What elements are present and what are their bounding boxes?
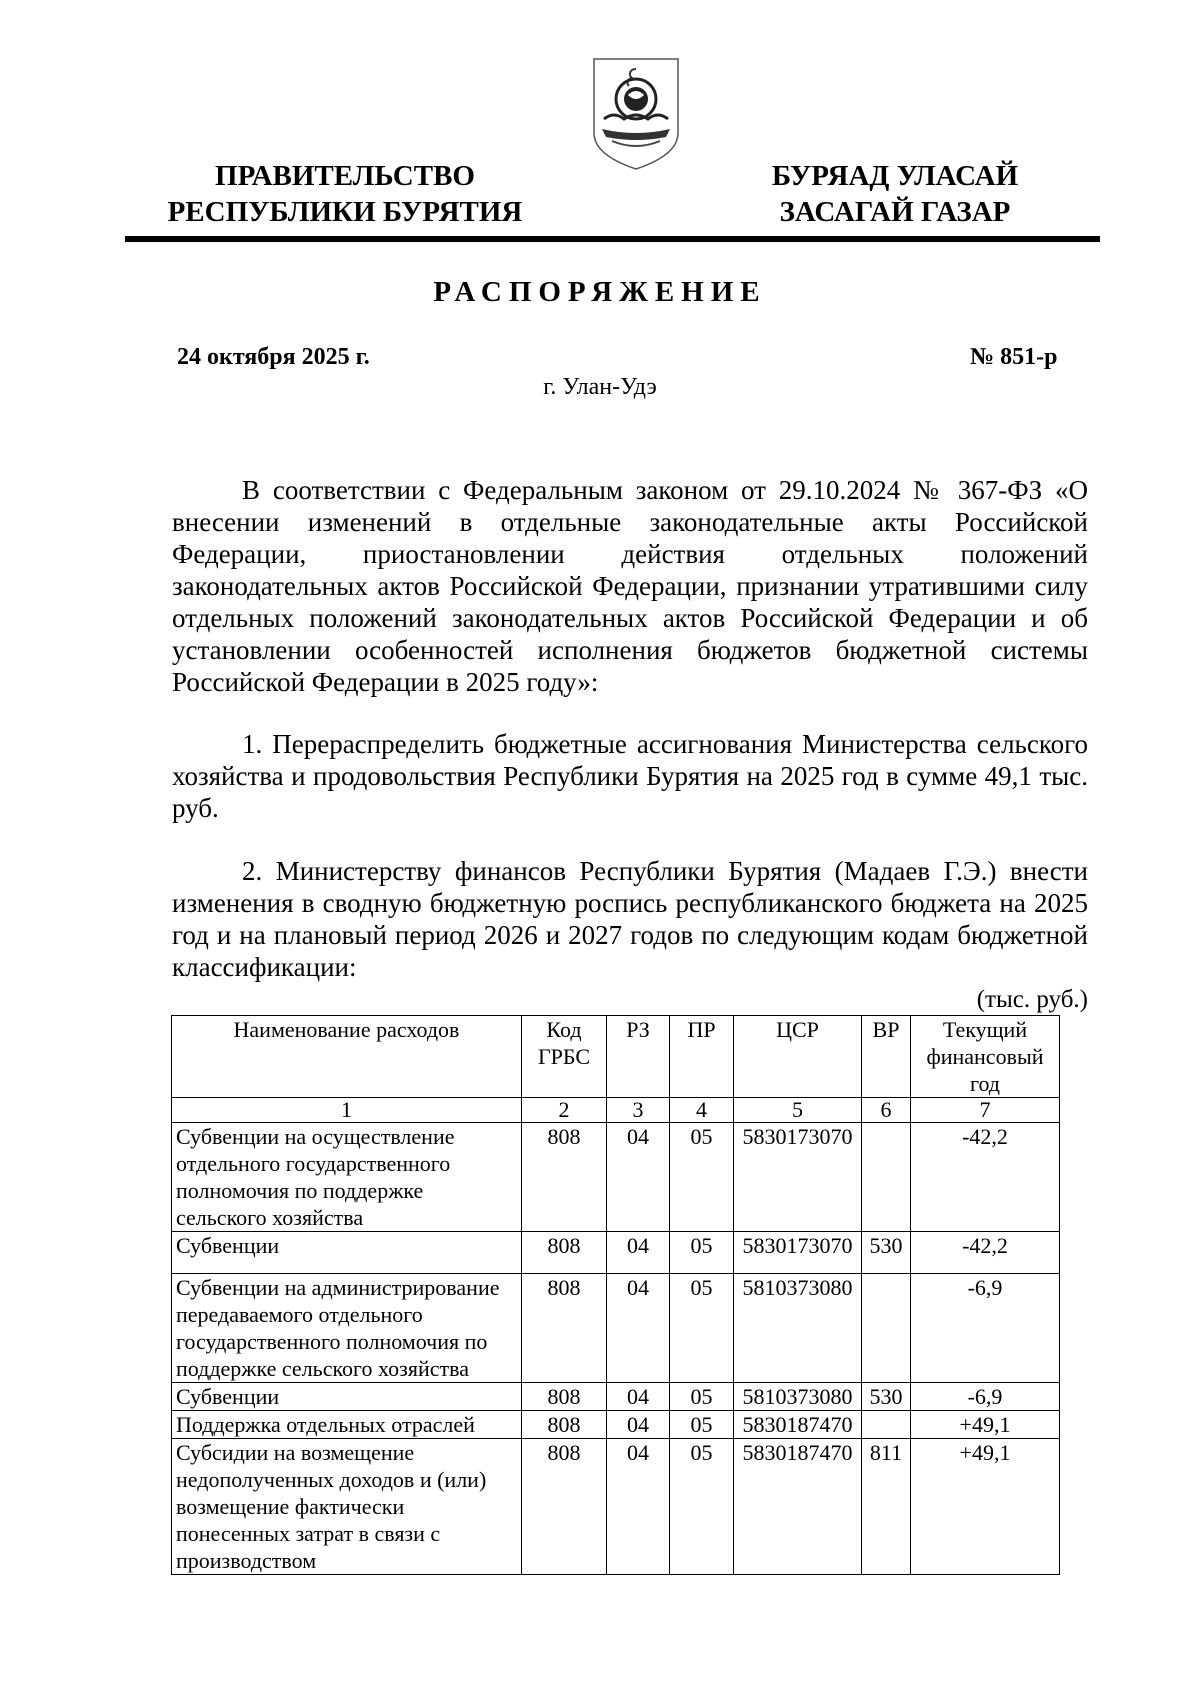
row-name: Субвенции xyxy=(172,1232,522,1274)
row-name: Поддержка отдельных отраслей xyxy=(172,1411,522,1439)
row-grbs: 808 xyxy=(522,1439,607,1575)
row-rz: 04 xyxy=(607,1411,670,1439)
row-name: Субсидии на возмещение недополученных доходов и (или) возмещение фактически понесенных затрат в связи с производством xyxy=(172,1439,522,1575)
header-pr: ПР xyxy=(670,1016,734,1098)
coat-of-arms-icon xyxy=(590,55,682,173)
header-name: Наименование расходов xyxy=(172,1016,522,1098)
row-amount: +49,1 xyxy=(911,1411,1060,1439)
table-row xyxy=(172,1411,1060,1439)
row-csr: 5830173070 xyxy=(734,1123,862,1232)
row-name: Субвенции xyxy=(172,1383,522,1411)
table-row xyxy=(172,1232,1060,1274)
org-name-russian xyxy=(160,158,530,230)
row-grbs: 808 xyxy=(522,1274,607,1383)
row-rz: 04 xyxy=(607,1232,670,1274)
row-grbs: 808 xyxy=(522,1232,607,1274)
row-csr: 5830187470 xyxy=(734,1439,862,1575)
header-csr: ЦСР xyxy=(734,1016,862,1098)
org-right-line2: ЗАСАГАЙ ГАЗАР xyxy=(779,196,1011,228)
row-grbs: 808 xyxy=(522,1383,607,1411)
col-number: 1 xyxy=(172,1098,522,1123)
header-divider xyxy=(125,236,1100,242)
row-amount: -6,9 xyxy=(911,1274,1060,1383)
row-amount: +49,1 xyxy=(911,1439,1060,1575)
row-rz: 04 xyxy=(607,1123,670,1232)
table-row xyxy=(172,1123,1060,1232)
document-title: РАСПОРЯЖЕНИЕ xyxy=(433,276,767,308)
row-vr xyxy=(862,1274,911,1383)
intro-paragraph: В соответствии с Федеральным законом от 29.10.2024 № 367-ФЗ «О внесении изменений в отдельные законодательные акты Российской Федерации, приостановлении действия отдельных положений законодательных актов Российской Федерации, признании утратившими силу отдельных положений законодательных актов Российской Федерации и об установлении особенностей исполнения бюджетов бюджетной системы Российской Федерации в 2025 году»: xyxy=(172,475,1088,697)
row-pr: 05 xyxy=(670,1383,734,1411)
row-rz: 04 xyxy=(607,1439,670,1575)
row-csr: 5810373080 xyxy=(734,1274,862,1383)
row-amount: -42,2 xyxy=(911,1123,1060,1232)
row-csr: 5830173070 xyxy=(734,1232,862,1274)
col-number: 3 xyxy=(607,1098,670,1123)
budget-table xyxy=(171,1015,1060,1575)
row-pr: 05 xyxy=(670,1274,734,1383)
row-csr: 5830187470 xyxy=(734,1411,862,1439)
row-pr: 05 xyxy=(670,1439,734,1575)
row-csr: 5810373080 xyxy=(734,1383,862,1411)
column-number-row xyxy=(172,1098,1060,1123)
row-vr: 811 xyxy=(862,1439,911,1575)
document-city: г. Улан-Удэ xyxy=(543,374,657,400)
table-header-row xyxy=(172,1016,1060,1098)
table-row xyxy=(172,1383,1060,1411)
org-left-line1: ПРАВИТЕЛЬСТВО xyxy=(215,160,475,192)
row-amount: -6,9 xyxy=(911,1383,1060,1411)
row-rz: 04 xyxy=(607,1383,670,1411)
org-left-line2: РЕСПУБЛИКИ БУРЯТИЯ xyxy=(167,196,523,228)
row-vr xyxy=(862,1123,911,1232)
row-vr: 530 xyxy=(862,1232,911,1274)
org-right-line1: БУРЯАД УЛАСАЙ xyxy=(771,160,1019,192)
row-grbs: 808 xyxy=(522,1411,607,1439)
header-vr: ВР xyxy=(862,1016,911,1098)
col-number: 7 xyxy=(911,1098,1060,1123)
row-name: Субвенции на осуществление отдельного государственного полномочия по поддержке сельского хозяйства xyxy=(172,1123,522,1232)
row-grbs: 808 xyxy=(522,1123,607,1232)
document-date: 24 октября 2025 г. xyxy=(177,344,370,370)
row-rz: 04 xyxy=(607,1274,670,1383)
document-number: № 851-р xyxy=(970,344,1058,370)
row-pr: 05 xyxy=(670,1232,734,1274)
item-1-paragraph: 1. Перераспределить бюджетные ассигнования Министерства сельского хозяйства и продовольствия Республики Бурятия на 2025 год в сумме 49,1 тыс. руб. xyxy=(172,729,1088,823)
col-number: 2 xyxy=(522,1098,607,1123)
row-name: Субвенции на администрирование передаваемого отдельного государственного полномочия по поддержке сельского хозяйства xyxy=(172,1274,522,1383)
col-number: 6 xyxy=(862,1098,911,1123)
row-vr xyxy=(862,1411,911,1439)
table-unit-label: (тыс. руб.) xyxy=(976,986,1088,1013)
header-rz: РЗ xyxy=(607,1016,670,1098)
row-amount: -42,2 xyxy=(911,1232,1060,1274)
row-pr: 05 xyxy=(670,1123,734,1232)
col-number: 5 xyxy=(734,1098,862,1123)
header-grbs: Код ГРБС xyxy=(522,1016,607,1098)
col-number: 4 xyxy=(670,1098,734,1123)
item-2-paragraph: 2. Министерству финансов Республики Бурятия (Мадаев Г.Э.) внести изменения в сводную бюджетную роспись республиканского бюджета на 2025 год и на плановый период 2026 и 2027 годов по следующим кодам бюджетной классификации: xyxy=(172,856,1088,982)
table-row xyxy=(172,1439,1060,1575)
table-row xyxy=(172,1274,1060,1383)
org-name-buryat xyxy=(735,158,1055,230)
header-current-year: Текущий финансовый год xyxy=(911,1016,1060,1098)
row-vr: 530 xyxy=(862,1383,911,1411)
row-pr: 05 xyxy=(670,1411,734,1439)
